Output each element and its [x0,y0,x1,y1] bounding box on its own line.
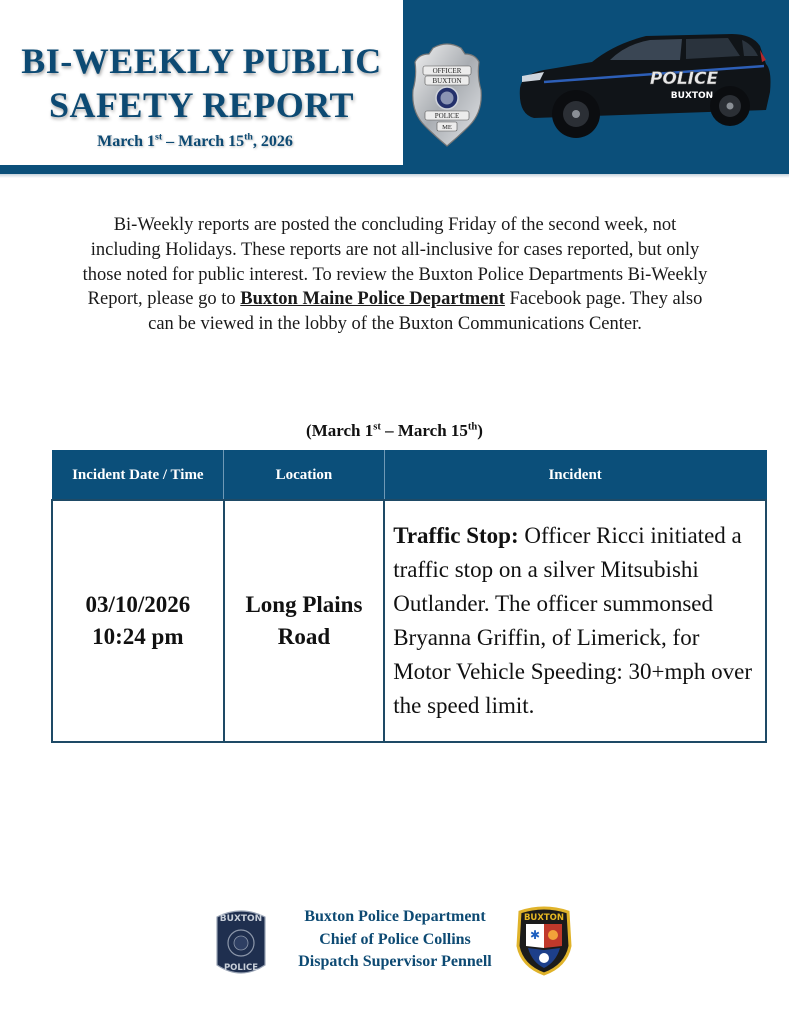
police-badge-icon [411,42,483,148]
footer-dispatch-supervisor: Dispatch Supervisor Pennell [298,953,492,970]
car-text-buxton: BUXTON [670,91,714,101]
police-patch-text-top: BUXTON [219,914,263,924]
incident-date-time-cell [52,500,224,742]
footer-department: Buxton Police Department [304,908,486,925]
footer-chief: Chief of Police Collins [319,930,471,948]
incident-type: Traffic Stop: [393,522,519,548]
badge-text-police: POLICE [434,112,460,120]
incident-location-cell [224,500,385,742]
table-header-row [52,451,766,500]
fire-ems-patch-logo [514,906,574,976]
intro-paragraph: Bi-Weekly reports are posted the concluding Friday of the second week, not including Holidays. These reports are not all-inclusive for cases reported, but only those noted for public interest. To review the Buxton Police Departments Bi-Weekly Report, please go to Buxton Maine Police Department Facebook page. They also can be viewed in the lobby of the Buxton Communications Center. [82,215,708,335]
badge-text-state: ME [442,124,452,131]
table-row [52,500,766,742]
fire-patch-text-top: BUXTON [523,913,565,923]
incident-description-cell [384,500,766,742]
report-title-line2: SAFETY REPORT [49,85,354,125]
badge-text-buxton: BUXTON [432,77,462,85]
header-divider [0,174,789,178]
incidents-table [51,450,767,743]
incident-location-line1: Long Plains [245,591,363,617]
car-text-police: POLICE [649,69,719,89]
police-patch-logo [213,907,269,977]
facebook-page-link[interactable]: Buxton Maine Police Department [240,289,505,310]
report-title-line1: BI-WEEKLY PUBLIC [21,41,382,81]
badge-text-officer: OFFICER [432,67,462,75]
footer-credits [278,906,512,974]
police-patch-text-bottom: POLICE [223,963,259,973]
incident-location-line2: Road [277,623,331,649]
svg-text:✱: ✱ [529,928,541,942]
report-date-range: March 1st – March 15th, 2026 [97,131,293,150]
incident-details: Officer Ricci initiated a traffic stop on a silver Mitsubishi Outlander. The officer summonsed Bryanna Griffin, of Limerick, for Motor Vehicle Speeding: 30+mph over the speed limit. [393,522,752,718]
column-header-date-time: Incident Date / Time [52,451,224,500]
incident-time: 10:24 pm [92,623,184,649]
column-header-incident: Incident [384,451,766,500]
column-header-location: Location [224,451,385,500]
police-car-image [514,26,774,144]
incident-date: 03/10/2026 [85,591,191,617]
table-date-range: (March 1st – March 15th) [306,421,483,440]
